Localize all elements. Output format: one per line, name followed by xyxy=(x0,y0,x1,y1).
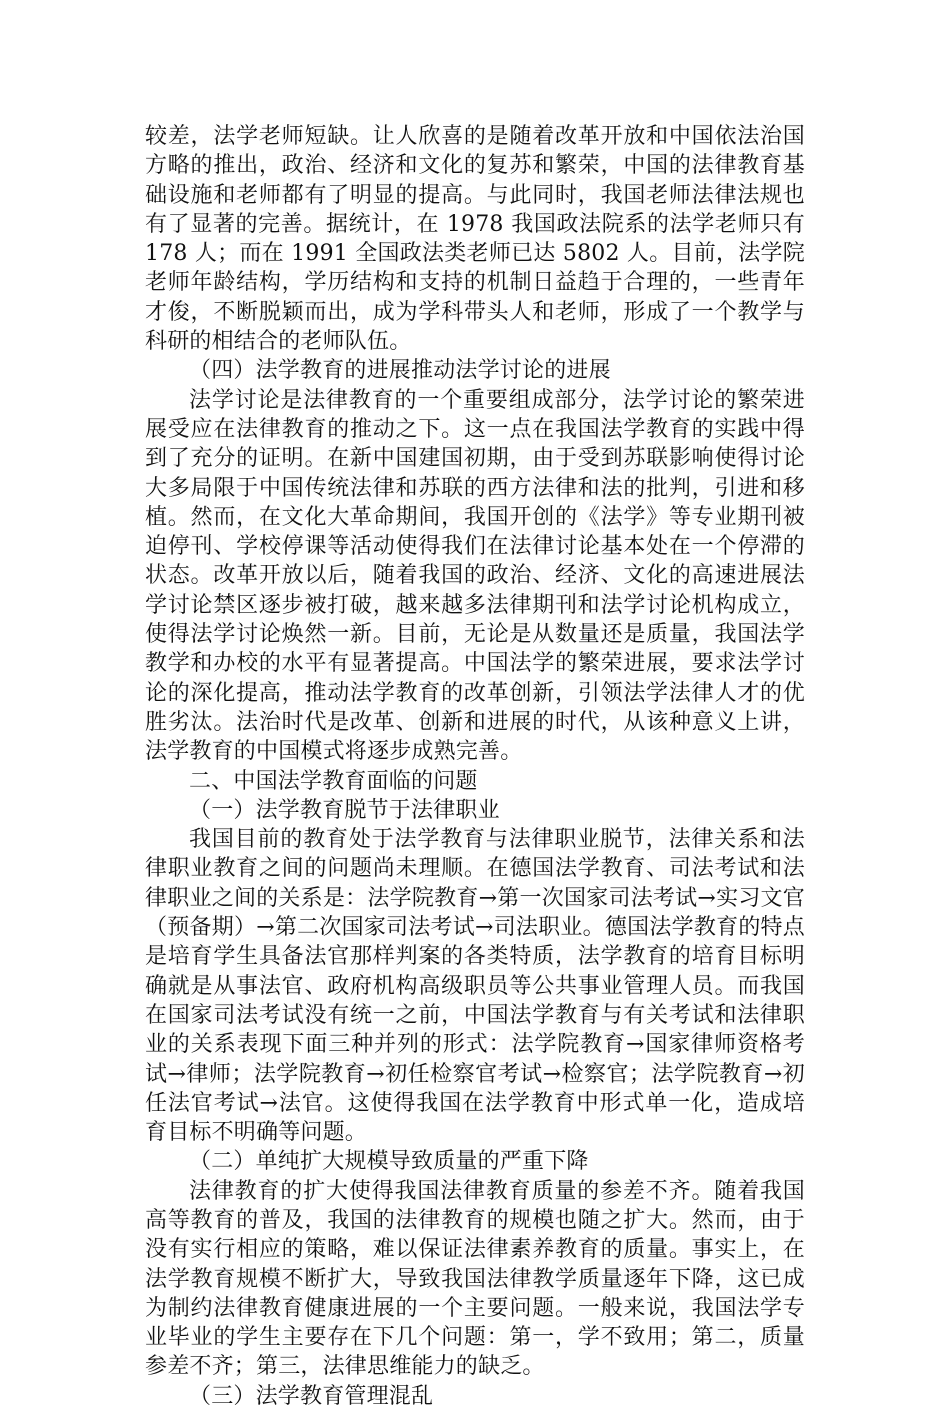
section-heading-two: （二）单纯扩大规模导致质量的严重下降 xyxy=(189,1149,589,1175)
paragraph-profession-gap: 我国目前的教育处于法学教育与法律职业脱节，法律关系和法律职业教育之间的问题尚未理顺。在德国法学教育、司法考试和法律职业之间的关系是：法学院教育→第一次国家司法考试→实习文官（预备期）→第二次国家司法考试→司法职业。德国法学教育的特点是培育学生具备法官那样判案的各类特质，法学教育的培育目标明确就是从事法官、政府机构高级职员等公共事业管理人员。而我国在国家司法考试没有统一之前，中国法学教育与有关考试和法律职业的关系表现下面三种并列的形式：法学院教育→国家律师资格考试→律师；法学院教育→初任检察官考试→检察官；法学院教育→初任法官考试→法官。这使得我国在法学教育中形式单一化，造成培育目标不明确等问题。 xyxy=(145,827,805,1146)
paragraph-quality-decline: 法律教育的扩大使得我国法律教育质量的参差不齐。随着我国高等教育的普及，我国的法律教育的规模也随之扩大。然而，由于没有实行相应的策略，难以保证法律素养教育的质量。事实上，在法学教育规模不断扩大，导致我国法律教学质量逐年下降，这已成为制约法律教育健康进展的一个主要问题。一般来说，我国法学专业毕业的学生主要存在下几个问题：第一，学不致用；第二，质量参差不齐；第三，法律思维能力的缺乏。 xyxy=(145,1178,805,1380)
section-heading-one: （一）法学教育脱节于法律职业 xyxy=(189,797,500,823)
section-heading-four: （四）法学教育的进展推动法学讨论的进展 xyxy=(189,358,611,384)
paragraph-continuation: 较差，法学老师短缺。让人欣喜的是随着改革开放和中国依法治国方略的推出，政治、经济和文化的复苏和繁荣，中国的法律教育基础设施和老师都有了明显的提高。与此同时，我国老师法律法规也有了显著的完善。据统计，在 1978 我国政法院系的法学老师只有 178 人；而在 1991 全国政法类老师已达 5802 人。目前，法学院老师年龄结构，学历结构和支持的机制日益趋于合理的，一些青年才俊，不断脱颖而出，成为学科带头人和老师，形成了一个教学与科研的相结合的老师队伍。 xyxy=(145,124,805,355)
paragraph-legal-research: 法学讨论是法律教育的一个重要组成部分，法学讨论的繁荣进展受应在法律教育的推动之下。这一点在我国法学教育的实践中得到了充分的证明。在新中国建国初期，由于受到苏联影响使得讨论大多局限于中国传统法律和苏联的西方法律和法的批判，引进和移植。然而，在文化大革命期间，我国开创的《法学》等专业期刊被迫停刊、学校停课等活动使得我们在法律讨论基本处在一个停滞的状态。改革开放以后，随着我国的政治、经济、文化的高速进展法学讨论禁区逐步被打破，越来越多法律期刊和法学讨论机构成立，使得法学讨论焕然一新。目前，无论是从数量还是质量，我国法学教学和办校的水平有显著提高。中国法学的繁荣进展，要求法学讨论的深化提高，推动法学教育的改革创新，引领法学法律人才的优胜劣汰。法治时代是改革、创新和进展的时代，从该种意义上讲，法学教育的中国模式将逐步成熟完善。 xyxy=(145,387,805,765)
chapter-heading-problems: 二、中国法学教育面临的问题 xyxy=(189,768,478,794)
section-heading-three: （三）法学教育管理混乱 xyxy=(189,1383,434,1409)
document-body xyxy=(145,122,805,1411)
